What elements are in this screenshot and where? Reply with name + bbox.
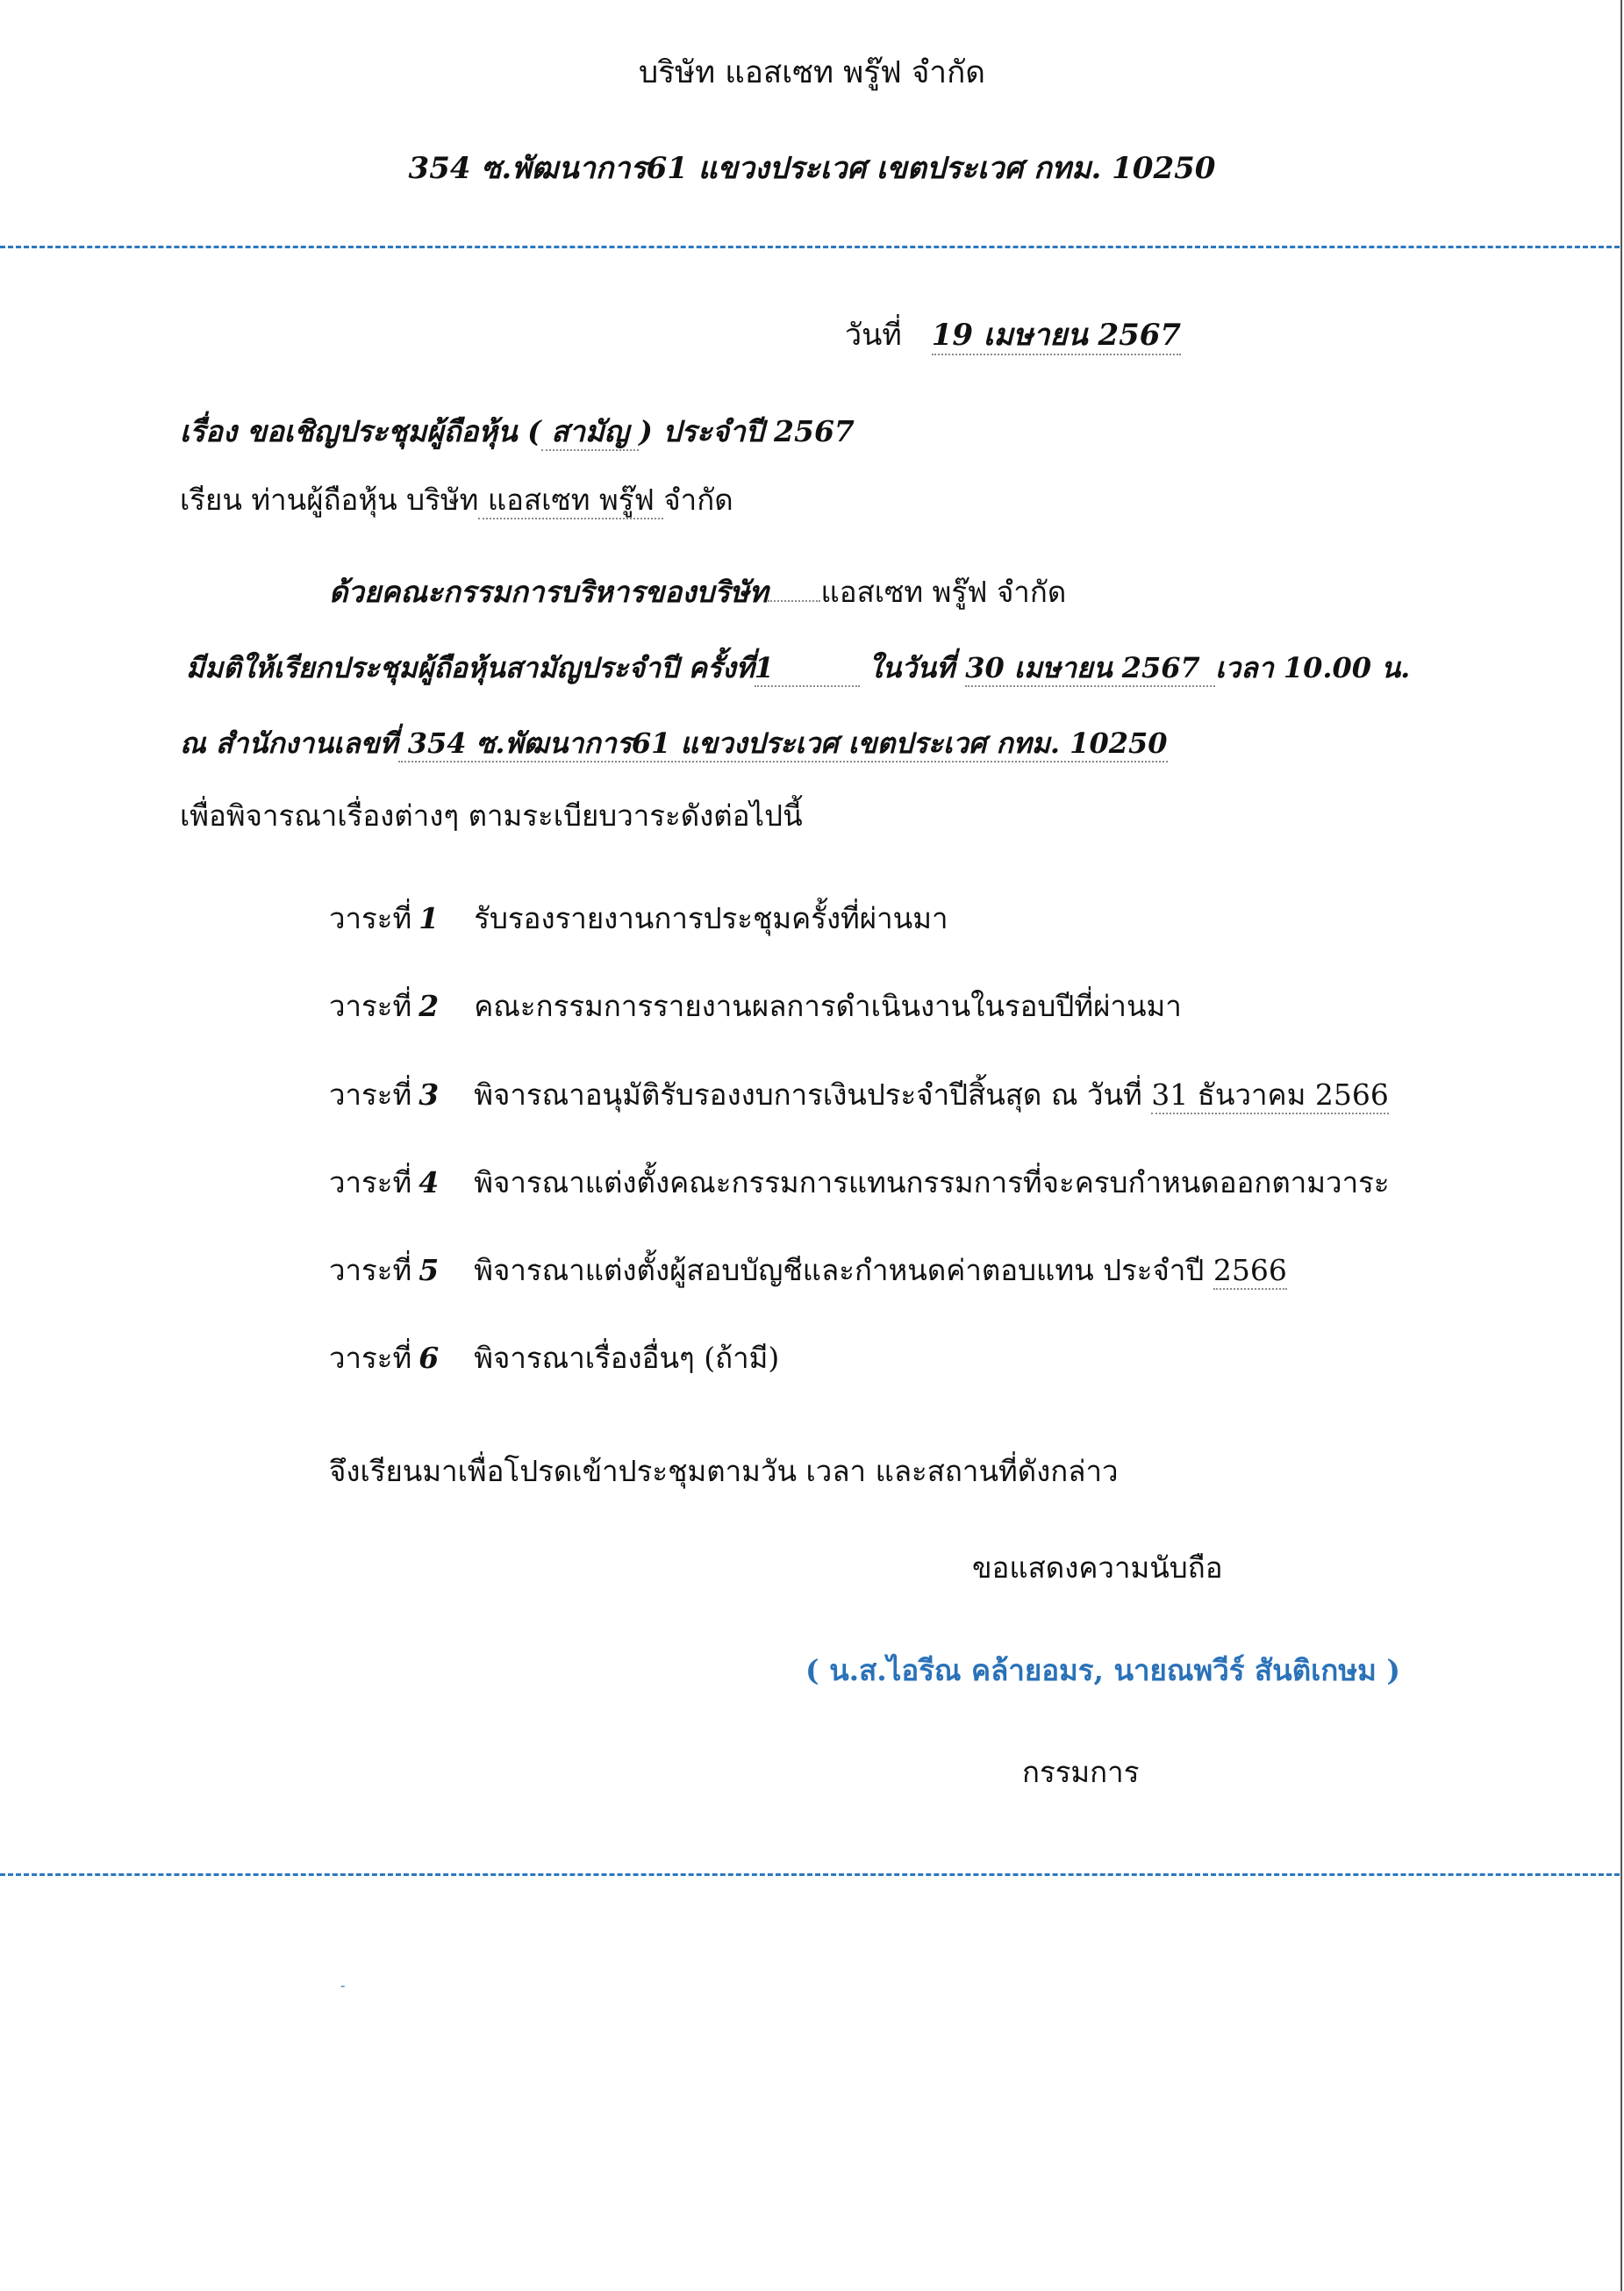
agenda-number: 1 [419, 901, 440, 935]
meeting-date: 30 เมษายน 2567 [965, 651, 1215, 687]
closing-invitation: จึงเรียนมาเพื่อโปรดเข้าประชุมตามวัน เวลา และสถานที่ดังกล่าว [329, 1454, 1119, 1488]
subject-type: สามัญ [541, 414, 640, 451]
agenda-item [329, 1165, 1390, 1200]
meeting-round: 1 [755, 651, 860, 687]
agenda-item [329, 989, 1182, 1024]
page-edge-border [1620, 0, 1622, 2291]
letter-recipient [180, 483, 733, 518]
agenda-number: 3 [419, 1077, 440, 1112]
agenda-label: วาระที่ [329, 1165, 412, 1199]
agenda-number: 6 [419, 1341, 440, 1375]
recipient-suffix: จำกัด [663, 483, 733, 517]
subject-prefix: เรื่อง ขอเชิญประชุมผู้ถือหุ้น ( [180, 414, 541, 448]
agenda-number: 4 [419, 1165, 440, 1199]
closing-regards: ขอแสดงความนับถือ [972, 1550, 1223, 1585]
agenda-number: 2 [419, 989, 440, 1023]
body-line-4: เพื่อพิจารณาเรื่องต่างๆ ตามระเบียบวาระดังต่อไปนี้ [180, 798, 803, 833]
footer-divider [0, 1873, 1620, 1876]
blank-fill [768, 600, 820, 602]
body-company: แอสเซท พรู๊ฟ จำกัด [820, 575, 1067, 609]
agenda-label: วาระที่ [329, 989, 412, 1023]
agenda-text: รับรองรายงานการประชุมครั้งที่ผ่านมา [474, 901, 948, 935]
meeting-address: 354 ซ.พัฒนาการ61 แขวงประเวศ เขตประเวศ กทม. 10250 [398, 727, 1168, 762]
body-line-2 [186, 651, 1410, 687]
subject-suffix: ) ประจำปี 2567 [639, 414, 855, 448]
agenda-item [329, 1077, 1389, 1113]
footer-mark: - [340, 1977, 346, 1994]
body-line-1 [329, 575, 1066, 610]
agenda-text: พิจารณาแต่งตั้งคณะกรรมการแทนกรรมการที่จะครบกำหนดออกตามวาระ [474, 1165, 1390, 1199]
company-name: บริษัท แอสเซท พรู๊ฟ จำกัด [639, 55, 985, 90]
agenda-label: วาระที่ [329, 901, 412, 935]
agenda-label: วาระที่ [329, 1253, 412, 1287]
date-label: วันที่ [845, 318, 902, 353]
body-line-2-a: มีมติให้เรียกประชุมผู้ถือหุ้นสามัญประจำปี ครั้งที่ [186, 651, 755, 684]
company-address: 354 ซ.พัฒนาการ61 แขวงประเวศ เขตประเวศ กทม. 10250 [408, 151, 1216, 186]
agenda-text: คณะกรรมการรายงานผลการดำเนินงานในรอบปีที่ผ่านมา [474, 989, 1182, 1023]
agenda-text: พิจารณาแต่งตั้งผู้สอบบัญชีและกำหนดค่าตอบแทน ประจำปี [474, 1253, 1213, 1287]
meeting-time: เวลา 10.00 น. [1215, 651, 1411, 684]
body-line-3 [180, 727, 1168, 760]
agenda-item [329, 1253, 1287, 1288]
letter-date [845, 318, 1181, 354]
agenda-number: 5 [419, 1253, 440, 1287]
agenda-year: 2566 [1213, 1253, 1287, 1290]
recipient-company: แอสเซท พรู๊ฟ [478, 483, 663, 519]
signer-names: ( น.ส.ไอรีณ คล้ายอมร, นายณพวีร์ สันติเกษม ) [805, 1653, 1400, 1687]
agenda-text: พิจารณาอนุมัติรับรองงบการเงินประจำปีสิ้นสุด ณ วันที่ [474, 1077, 1152, 1112]
date-value: 19 เมษายน 2567 [932, 318, 1181, 355]
agenda-date: 31 ธันวาคม 2566 [1151, 1077, 1389, 1114]
agenda-text: พิจารณาเรื่องอื่นๆ (ถ้ามี) [474, 1341, 780, 1375]
recipient-prefix: เรียน ท่านผู้ถือหุ้น บริษัท [180, 483, 479, 517]
agenda-item [329, 901, 948, 936]
agenda-label: วาระที่ [329, 1077, 412, 1112]
header-divider [0, 246, 1620, 248]
agenda-item [329, 1341, 779, 1376]
body-line-2-b: ในวันที่ [868, 651, 955, 684]
body-line-1-prefix: ด้วยคณะกรรมการบริหารของบริษัท [329, 575, 769, 609]
agenda-label: วาระที่ [329, 1341, 412, 1375]
signer-position: กรรมการ [1022, 1755, 1140, 1789]
letter-subject [180, 414, 855, 449]
body-line-3-prefix: ณ สำนักงานเลขที่ [180, 727, 398, 760]
